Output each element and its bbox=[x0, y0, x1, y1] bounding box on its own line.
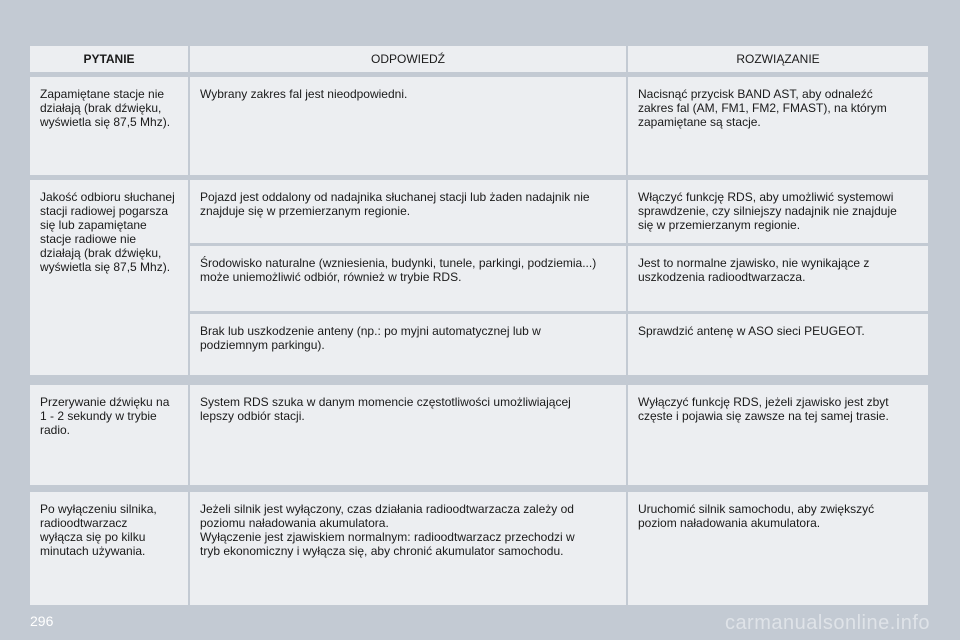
row-4-question: Po wyłączeniu silnika, radioodtwarzacz wyłącza się po kilku minutach używania. bbox=[30, 492, 188, 605]
row-2-answer-3: Brak lub uszkodzenie anteny (np.: po myjni automatycznej lub w podziemnym parkingu). bbox=[190, 314, 626, 375]
page-number: 296 bbox=[30, 613, 54, 629]
row-2-solution-1: Włączyć funkcję RDS, aby umożliwić systemowi sprawdzenie, czy silniejszy nadajnik nie znajduje się w przemierzanym regionie. bbox=[628, 180, 928, 243]
row-1-answer: Wybrany zakres fal jest nieodpowiedni. bbox=[190, 77, 626, 175]
header-question: PYTANIE bbox=[30, 46, 188, 72]
row-2-question: Jakość odbioru słuchanej stacji radiowej pogarsza się lub zapamiętane stacje radiowe nie działają (brak dźwięku, wyświetla się 87,5 Mhz). bbox=[30, 180, 188, 375]
row-2-solution-2: Jest to normalne zjawisko, nie wynikające z uszkodzenia radioodtwarzacza. bbox=[628, 246, 928, 311]
row-2-answer-2: Środowisko naturalne (wzniesienia, budynki, tunele, parkingi, podziemia...) może uniemożliwić odbiór, również w trybie RDS. bbox=[190, 246, 626, 311]
header-solution: ROZWIĄZANIE bbox=[628, 46, 928, 72]
row-4-solution: Uruchomić silnik samochodu, aby zwiększyć poziom naładowania akumulatora. bbox=[628, 492, 928, 605]
header-answer: ODPOWIEDŹ bbox=[190, 46, 626, 72]
row-3-solution: Wyłączyć funkcję RDS, jeżeli zjawisko jest zbyt częste i pojawia się zawsze na tej samej trasie. bbox=[628, 385, 928, 485]
row-3-question: Przerywanie dźwięku na 1 - 2 sekundy w trybie radio. bbox=[30, 385, 188, 485]
row-2-answer-1: Pojazd jest oddalony od nadajnika słuchanej stacji lub żaden nadajnik nie znajduje się w przemierzanym regionie. bbox=[190, 180, 626, 243]
row-3-answer: System RDS szuka w danym momencie częstotliwości umożliwiającej lepszy odbiór stacji. bbox=[190, 385, 626, 485]
row-1-solution: Nacisnąć przycisk BAND AST, aby odnaleźć zakres fal (AM, FM1, FM2, FMAST), na którym zapamiętane są stacje. bbox=[628, 77, 928, 175]
row-4-answer: Jeżeli silnik jest wyłączony, czas działania radioodtwarzacza zależy od poziomu naładowania akumulatora. Wyłączenie jest zjawiskiem normalnym: radioodtwarzacz przechodzi w tryb ekonomiczny i wyłącza się, aby chronić akumulator samochodu. bbox=[190, 492, 626, 605]
row-2-solution-3: Sprawdzić antenę w ASO sieci PEUGEOT. bbox=[628, 314, 928, 375]
row-1-question: Zapamiętane stacje nie działają (brak dźwięku, wyświetla się 87,5 Mhz). bbox=[30, 77, 188, 175]
watermark: carmanualsonline.info bbox=[724, 612, 930, 634]
